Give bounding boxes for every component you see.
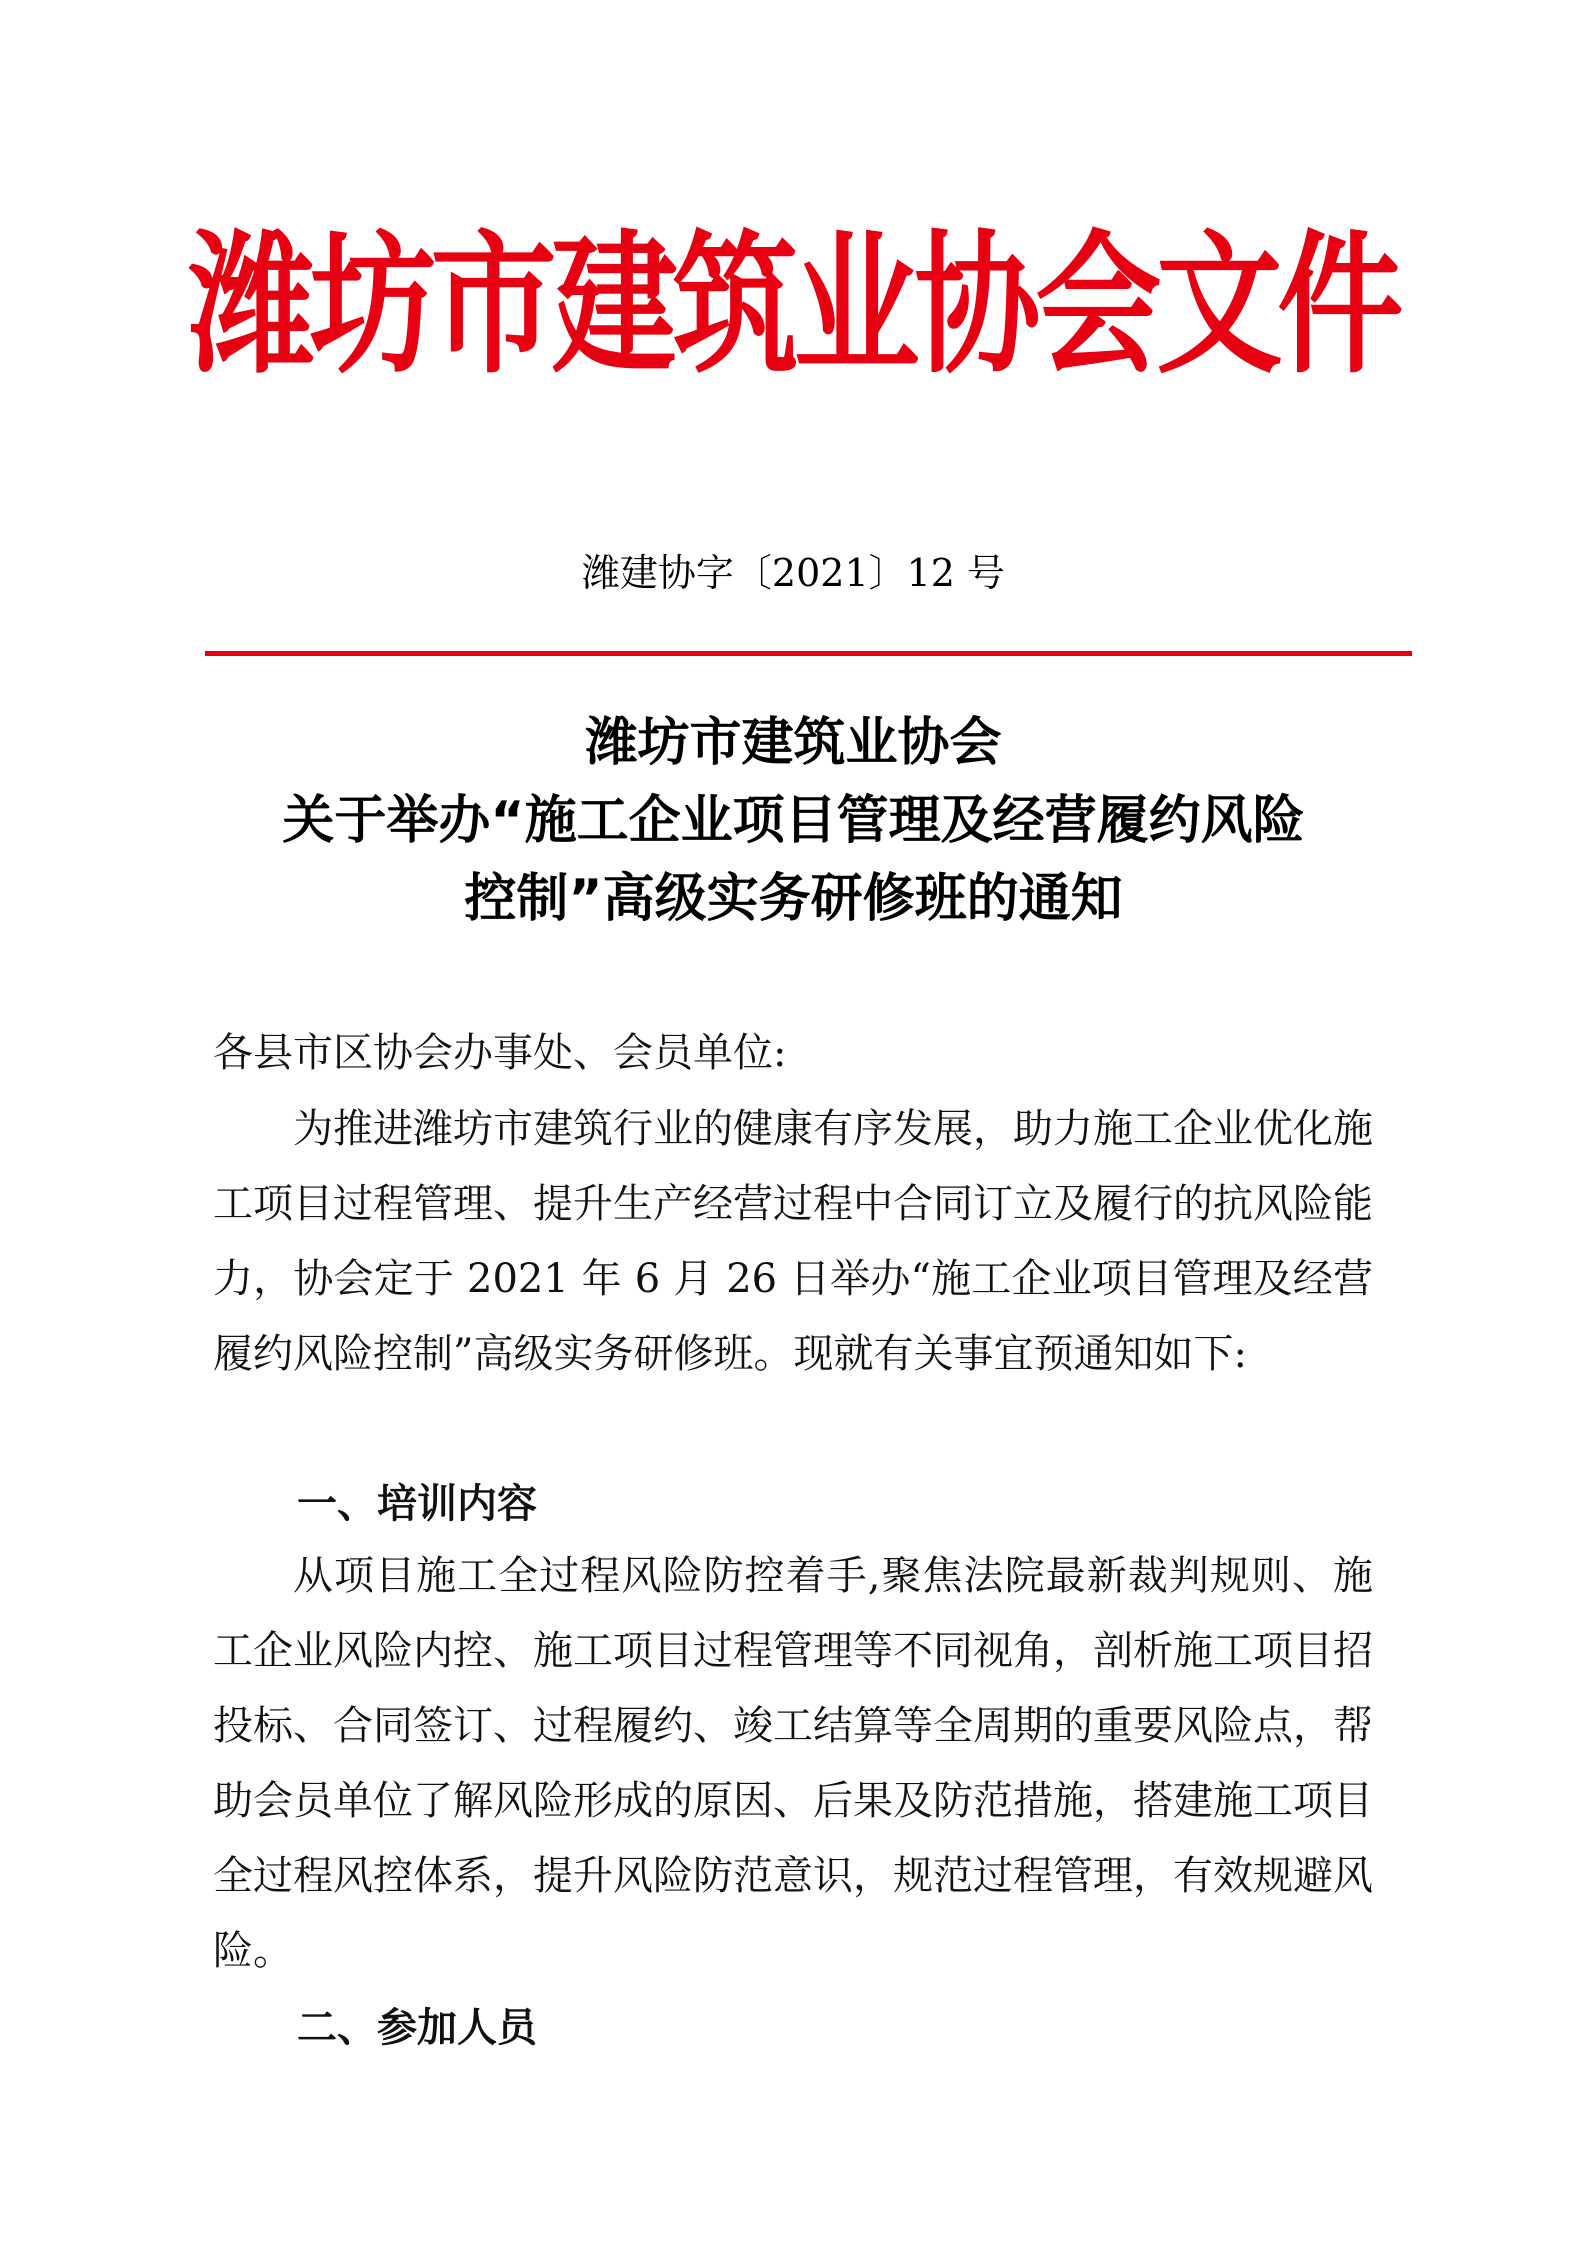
document-number: 潍建协字〔2021〕12 号 bbox=[581, 551, 1006, 595]
document-masthead: 潍坊市建筑业协会文件 bbox=[188, 215, 1399, 395]
salutation: 各县市区协会办事处、会员单位: bbox=[213, 1030, 787, 1076]
title-line-2: 关于举办“施工企业项目管理及经营履约风险 bbox=[282, 791, 1305, 851]
title-line-3: 控制”高级实务研修班的通知 bbox=[464, 869, 1123, 929]
section-heading-training-content: 一、培训内容 bbox=[297, 1481, 537, 1527]
notice-title bbox=[160, 704, 1427, 938]
title-line-1: 潍坊市建筑业协会 bbox=[585, 713, 1002, 773]
section-heading-participants: 二、参加人员 bbox=[297, 2005, 537, 2051]
training-content-paragraph: 从项目施工全过程风险防控着手,聚焦法院最新裁判规则、施工企业风险内控、施工项目过程管理等不同视角，剖析施工项目招投标、合同签订、过程履约、竣工结算等全周期的重要风险点，帮助会员单位了解风险形成的原因、后果及防范措施，搭建施工项目全过程风控体系，提升风险防范意识，规范过程管理，有效规避风险。 bbox=[213, 1553, 1373, 1974]
intro-paragraph: 为推进潍坊市建筑行业的健康有序发展，助力施工企业优化施工项目过程管理、提升生产经营过程中合同订立及履行的抗风险能力，协会定于 2021 年 6 月 26 日举办“施工企业项目管理及经营履约风险控制”高级实务研修班。现就有关事宜预通知如下: bbox=[213, 1106, 1373, 1377]
red-divider bbox=[205, 651, 1412, 656]
